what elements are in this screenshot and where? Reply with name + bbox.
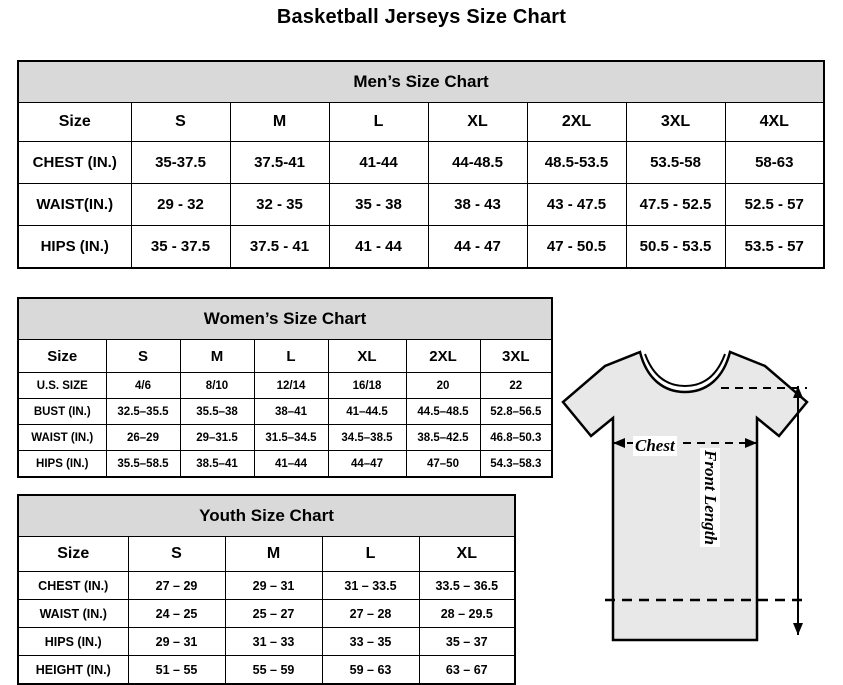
table-cell: 29 – 31 xyxy=(225,572,322,600)
table-row xyxy=(18,184,824,226)
table-row xyxy=(18,142,824,184)
column-header-2xl: 2XL xyxy=(527,103,626,142)
table-cell: 50.5 - 53.5 xyxy=(626,226,725,269)
table-cell: 41–44.5 xyxy=(328,399,406,425)
table-cell: 35 – 37 xyxy=(419,628,515,656)
front-length-label: Front Length xyxy=(701,450,720,545)
table-row xyxy=(18,425,552,451)
table-cell: 48.5-53.5 xyxy=(527,142,626,184)
table-cell: 35-37.5 xyxy=(131,142,230,184)
table-cell: 35.5–38 xyxy=(180,399,254,425)
table-cell: 4/6 xyxy=(106,373,180,399)
table-cell: 58-63 xyxy=(725,142,824,184)
table-cell: 34.5–38.5 xyxy=(328,425,406,451)
table-cell: 35.5–58.5 xyxy=(106,451,180,478)
table-header-row xyxy=(18,340,552,373)
table-cell: 53.5-58 xyxy=(626,142,725,184)
table-row xyxy=(18,226,824,269)
table-cell: 44–47 xyxy=(328,451,406,478)
table-cell: 27 – 29 xyxy=(128,572,225,600)
row-header: WAIST(IN.) xyxy=(18,184,131,226)
jersey-diagram xyxy=(545,340,835,670)
mens-size-chart-table xyxy=(17,60,825,269)
page-title: Basketball Jerseys Size Chart xyxy=(276,6,567,28)
table-cell: 38 - 43 xyxy=(428,184,527,226)
table-row xyxy=(18,656,515,685)
womens-size-chart-table xyxy=(17,297,553,478)
table-cell: 35 - 38 xyxy=(329,184,428,226)
table-cell: 52.5 - 57 xyxy=(725,184,824,226)
row-header: HEIGHT (IN.) xyxy=(18,656,128,685)
table-cell: 24 – 25 xyxy=(128,600,225,628)
table-caption-row xyxy=(18,495,515,537)
table-cell: 25 – 27 xyxy=(225,600,322,628)
column-header-m: M xyxy=(230,103,329,142)
table-row xyxy=(18,628,515,656)
table-cell: 38.5–41 xyxy=(180,451,254,478)
table-cell: 26–29 xyxy=(106,425,180,451)
column-header-size: Size xyxy=(18,103,131,142)
table-cell: 41-44 xyxy=(329,142,428,184)
column-header-4xl: 4XL xyxy=(725,103,824,142)
table-row xyxy=(18,399,552,425)
table-cell: 37.5 - 41 xyxy=(230,226,329,269)
table-cell: 63 – 67 xyxy=(419,656,515,685)
row-header: WAIST (IN.) xyxy=(18,600,128,628)
jersey-outline-svg xyxy=(545,340,835,670)
row-header: BUST (IN.) xyxy=(18,399,106,425)
table-cell: 43 - 47.5 xyxy=(527,184,626,226)
column-header-2xl: 2XL xyxy=(406,340,480,373)
row-header: HIPS (IN.) xyxy=(18,226,131,269)
table-cell: 51 – 55 xyxy=(128,656,225,685)
row-header: HIPS (IN.) xyxy=(18,628,128,656)
table-row xyxy=(18,600,515,628)
table-cell: 33.5 – 36.5 xyxy=(419,572,515,600)
column-header-xl: XL xyxy=(419,537,515,572)
youth-chart-caption: Youth Size Chart xyxy=(18,495,515,537)
column-header-size: Size xyxy=(18,537,128,572)
row-header: CHEST (IN.) xyxy=(18,142,131,184)
column-header-xl: XL xyxy=(428,103,527,142)
table-cell: 35 - 37.5 xyxy=(131,226,230,269)
column-header-m: M xyxy=(180,340,254,373)
front-length-arrow-bottom xyxy=(793,623,803,635)
table-cell: 44-48.5 xyxy=(428,142,527,184)
column-header-size: Size xyxy=(18,340,106,373)
table-cell: 52.8–56.5 xyxy=(480,399,552,425)
table-cell: 20 xyxy=(406,373,480,399)
column-header-3xl: 3XL xyxy=(626,103,725,142)
table-cell: 41 - 44 xyxy=(329,226,428,269)
table-cell: 27 – 28 xyxy=(322,600,419,628)
table-caption-row xyxy=(18,61,824,103)
table-cell: 59 – 63 xyxy=(322,656,419,685)
table-cell: 32.5–35.5 xyxy=(106,399,180,425)
row-header: HIPS (IN.) xyxy=(18,451,106,478)
column-header-l: L xyxy=(322,537,419,572)
youth-size-chart-table xyxy=(17,494,516,685)
table-cell: 46.8–50.3 xyxy=(480,425,552,451)
column-header-l: L xyxy=(329,103,428,142)
table-row xyxy=(18,451,552,478)
table-cell: 53.5 - 57 xyxy=(725,226,824,269)
column-header-l: L xyxy=(254,340,328,373)
table-row xyxy=(18,373,552,399)
row-header: WAIST (IN.) xyxy=(18,425,106,451)
table-cell: 47–50 xyxy=(406,451,480,478)
table-cell: 41–44 xyxy=(254,451,328,478)
table-cell: 29–31.5 xyxy=(180,425,254,451)
table-cell: 29 - 32 xyxy=(131,184,230,226)
table-cell: 8/10 xyxy=(180,373,254,399)
column-header-s: S xyxy=(128,537,225,572)
table-cell: 44.5–48.5 xyxy=(406,399,480,425)
table-header-row xyxy=(18,537,515,572)
table-cell: 55 – 59 xyxy=(225,656,322,685)
table-cell: 22 xyxy=(480,373,552,399)
table-cell: 31.5–34.5 xyxy=(254,425,328,451)
chest-label: Chest xyxy=(635,436,675,455)
table-cell: 47 - 50.5 xyxy=(527,226,626,269)
table-cell: 31 – 33.5 xyxy=(322,572,419,600)
column-header-s: S xyxy=(106,340,180,373)
womens-chart-caption: Women’s Size Chart xyxy=(18,298,552,340)
table-cell: 38–41 xyxy=(254,399,328,425)
jersey-body-path xyxy=(563,352,807,640)
table-cell: 38.5–42.5 xyxy=(406,425,480,451)
column-header-xl: XL xyxy=(328,340,406,373)
table-cell: 28 – 29.5 xyxy=(419,600,515,628)
table-caption-row xyxy=(18,298,552,340)
column-header-s: S xyxy=(131,103,230,142)
table-cell: 54.3–58.3 xyxy=(480,451,552,478)
table-cell: 33 – 35 xyxy=(322,628,419,656)
table-cell: 44 - 47 xyxy=(428,226,527,269)
row-header: CHEST (IN.) xyxy=(18,572,128,600)
mens-chart-caption: Men’s Size Chart xyxy=(18,61,824,103)
table-cell: 47.5 - 52.5 xyxy=(626,184,725,226)
table-header-row xyxy=(18,103,824,142)
table-cell: 16/18 xyxy=(328,373,406,399)
row-header: U.S. SIZE xyxy=(18,373,106,399)
table-cell: 31 – 33 xyxy=(225,628,322,656)
column-header-3xl: 3XL xyxy=(480,340,552,373)
table-cell: 12/14 xyxy=(254,373,328,399)
table-cell: 32 - 35 xyxy=(230,184,329,226)
table-cell: 37.5-41 xyxy=(230,142,329,184)
column-header-m: M xyxy=(225,537,322,572)
table-row xyxy=(18,572,515,600)
table-cell: 29 – 31 xyxy=(128,628,225,656)
